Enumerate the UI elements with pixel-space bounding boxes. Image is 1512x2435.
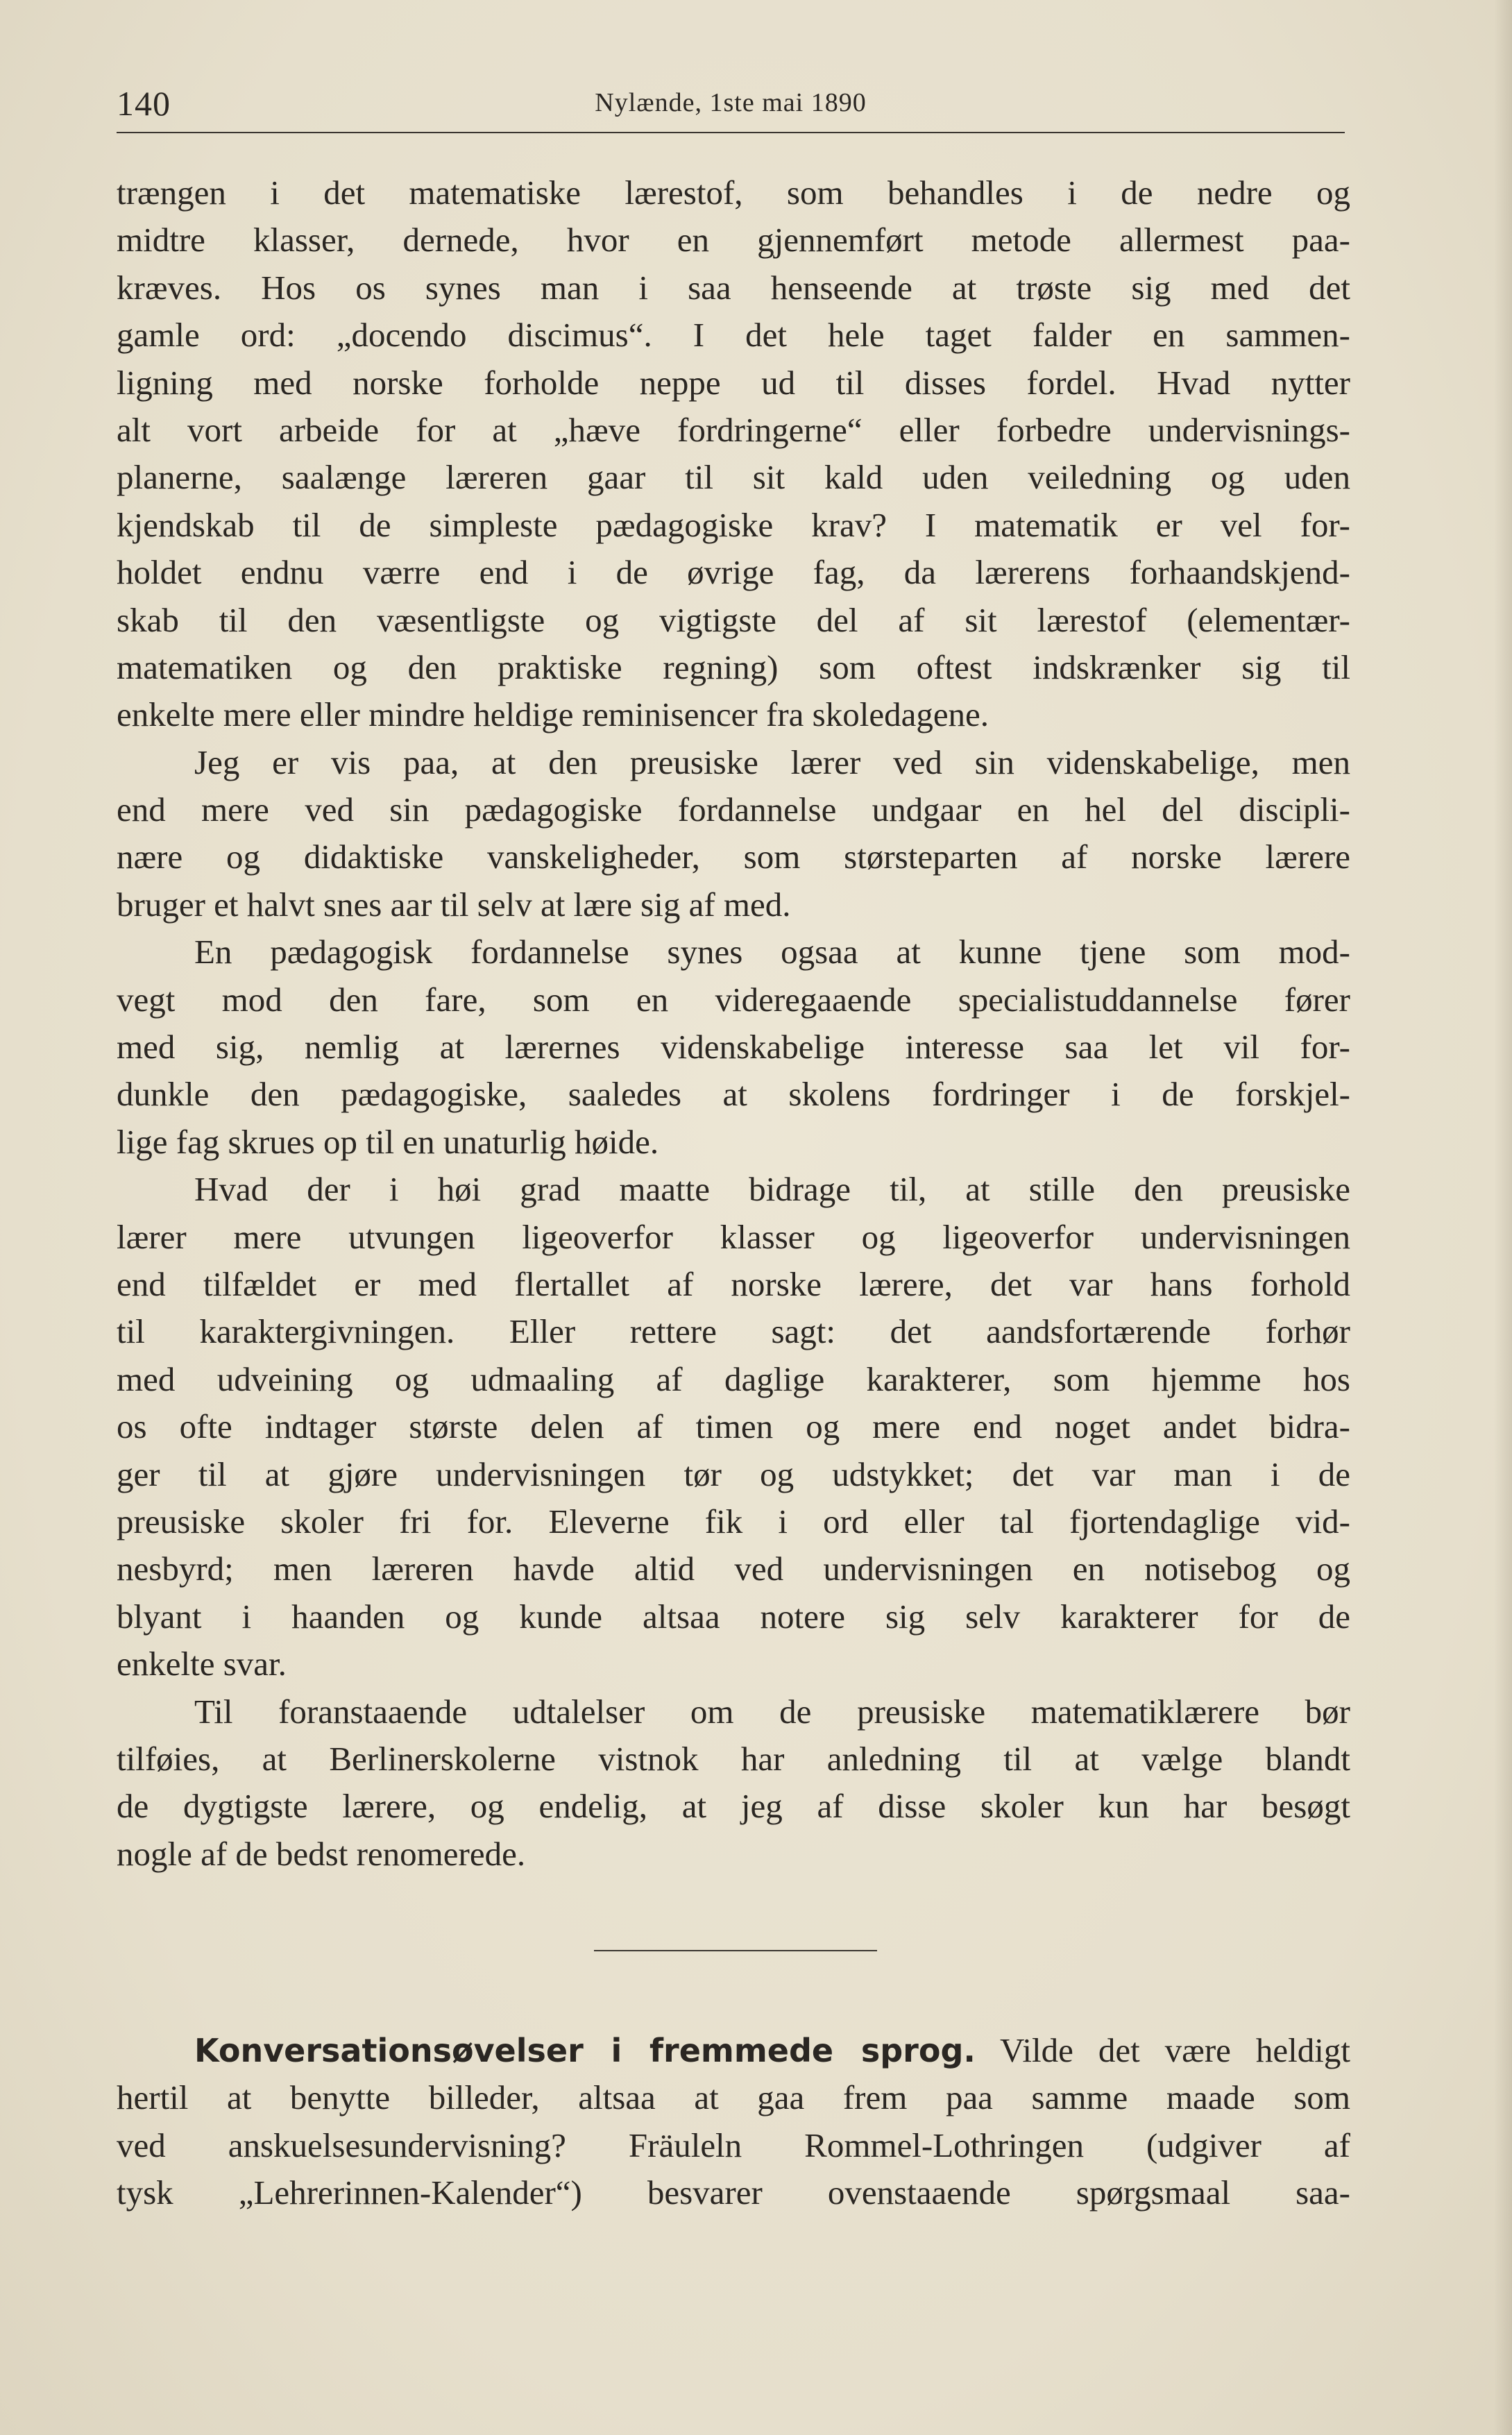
- section-heading: Konversationsøvelser i fremmede sprog.: [194, 2032, 976, 2069]
- text-line: skab til den væsentligste og vigtigste del af sit lærestof (elementær-: [117, 600, 1350, 639]
- page-header: [117, 78, 1345, 133]
- text-line: kjendskab til de simpleste pædagogiske krav? I matematik er vel for-: [117, 505, 1350, 544]
- text-line: hertil at benytte billeder, altsaa at gaa frem paa samme maade som: [117, 2078, 1350, 2117]
- header-rule: [117, 132, 1345, 133]
- text-line: vegt mod den fare, som en videregaaende specialistuddannelse fører: [117, 980, 1350, 1019]
- text-line: nesbyrd; men læreren havde altid ved undervisningen en notisebog og: [117, 1550, 1350, 1588]
- text-line: matematiken og den praktiske regning) som oftest indskrænker sig til: [117, 647, 1350, 686]
- text-line: ved anskuelsesundervisning? Fräuleln Rommel-Lothringen (udgiver af: [117, 2126, 1350, 2164]
- text-line: bruger et halvt snes aar til selv at lære sig af med.: [117, 885, 791, 924]
- text-line: med sig, nemlig at lærernes videnskabelige interesse saa let vil for-: [117, 1028, 1350, 1067]
- text-line: nogle af de bedst renomerede.: [117, 1834, 526, 1873]
- page-edge-shadow: [1494, 0, 1512, 2435]
- text-line: alt vort arbeide for at „hæve fordringerne“ eller forbedre undervisnings-: [117, 410, 1350, 449]
- text-line: med udveining og udmaaling af daglige karakterer, som hjemme hos: [117, 1359, 1350, 1398]
- text-line: trængen i det matematiske lærestof, som behandles i de nedre og: [117, 173, 1350, 212]
- text-line: ligning med norske forholde neppe ud til disses fordel. Hvad nytter: [117, 363, 1350, 402]
- text-line: blyant i haanden og kunde altsaa notere sig selv karakterer for de: [117, 1597, 1350, 1636]
- text-line: end tilfældet er med flertallet af norske lærere, det var hans forhold: [117, 1264, 1350, 1303]
- text-line: os ofte indtager største delen af timen og mere end noget andet bidra-: [117, 1407, 1350, 1446]
- text-line: end mere ved sin pædagogiske fordannelse undgaar en hel del discipli-: [117, 790, 1350, 829]
- text-line: dunkle den pædagogiske, saaledes at skolens fordringer i de forskjel-: [117, 1075, 1350, 1114]
- text-line: lærer mere utvungen ligeoverfor klasser og ligeoverfor undervisningen: [117, 1217, 1350, 1256]
- section-first-line: [117, 2027, 1350, 2074]
- text-line: gamle ord: „docendo discimus“. I det hele taget falder en sammen-: [117, 316, 1350, 355]
- text-line: preusiske skoler fri for. Eleverne fik i ord eller tal fjortendaglige vid-: [117, 1502, 1350, 1541]
- text-line: tysk „Lehrerinnen-Kalender“) besvarer ovenstaaende spørgsmaal saa-: [117, 2173, 1350, 2212]
- paragraph-start: Hvad der i høi grad maatte bidrage til, at stille den preusiske: [194, 1170, 1350, 1209]
- text-line: de dygtigste lærere, og endelig, at jeg af disse skoler kun har besøgt: [117, 1787, 1350, 1826]
- text-line: ger til at gjøre undervisningen tør og udstykket; det var man i de: [117, 1454, 1350, 1493]
- section-first-line-text: Vilde det være heldigt: [999, 2031, 1350, 2069]
- text-line: til karaktergivningen. Eller rettere sagt: det aandsfortærende forhør: [117, 1312, 1350, 1351]
- paragraph-start: Til foranstaaende udtalelser om de preusiske matematiklærere bør: [194, 1692, 1350, 1731]
- text-line: tilføies, at Berlinerskolerne vistnok har anledning til at vælge blandt: [117, 1739, 1350, 1778]
- text-line: midtre klasser, dernede, hvor en gjennemført metode allermest paa-: [117, 221, 1350, 260]
- paragraph-start: Jeg er vis paa, at den preusiske lærer ved sin videnskabelige, men: [194, 743, 1350, 781]
- text-line: enkelte svar.: [117, 1645, 287, 1683]
- section-divider: [594, 1950, 877, 1951]
- text-line: kræves. Hos os synes man i saa henseende at trøste sig med det: [117, 268, 1350, 307]
- text-line: lige fag skrues op til en unaturlig høide.: [117, 1122, 659, 1161]
- text-line: nære og didaktiske vanskeligheder, som størsteparten af norske lærere: [117, 838, 1350, 876]
- running-head: Nylænde, 1ste mai 1890: [595, 88, 867, 117]
- body-text: [117, 169, 1350, 1878]
- paragraph-start: En pædagogisk fordannelse synes ogsaa at kunne tjene som mod-: [194, 933, 1350, 972]
- section-conversation-exercises: [117, 2027, 1350, 2217]
- text-line: enkelte mere eller mindre heldige reminisencer fra skoledagene.: [117, 695, 989, 734]
- text-line: planerne, saalænge læreren gaar til sit kald uden veiledning og uden: [117, 458, 1350, 497]
- page-number: 140: [117, 84, 171, 123]
- text-line: holdet endnu værre end i de øvrige fag, da lærerens forhaandskjend-: [117, 553, 1350, 592]
